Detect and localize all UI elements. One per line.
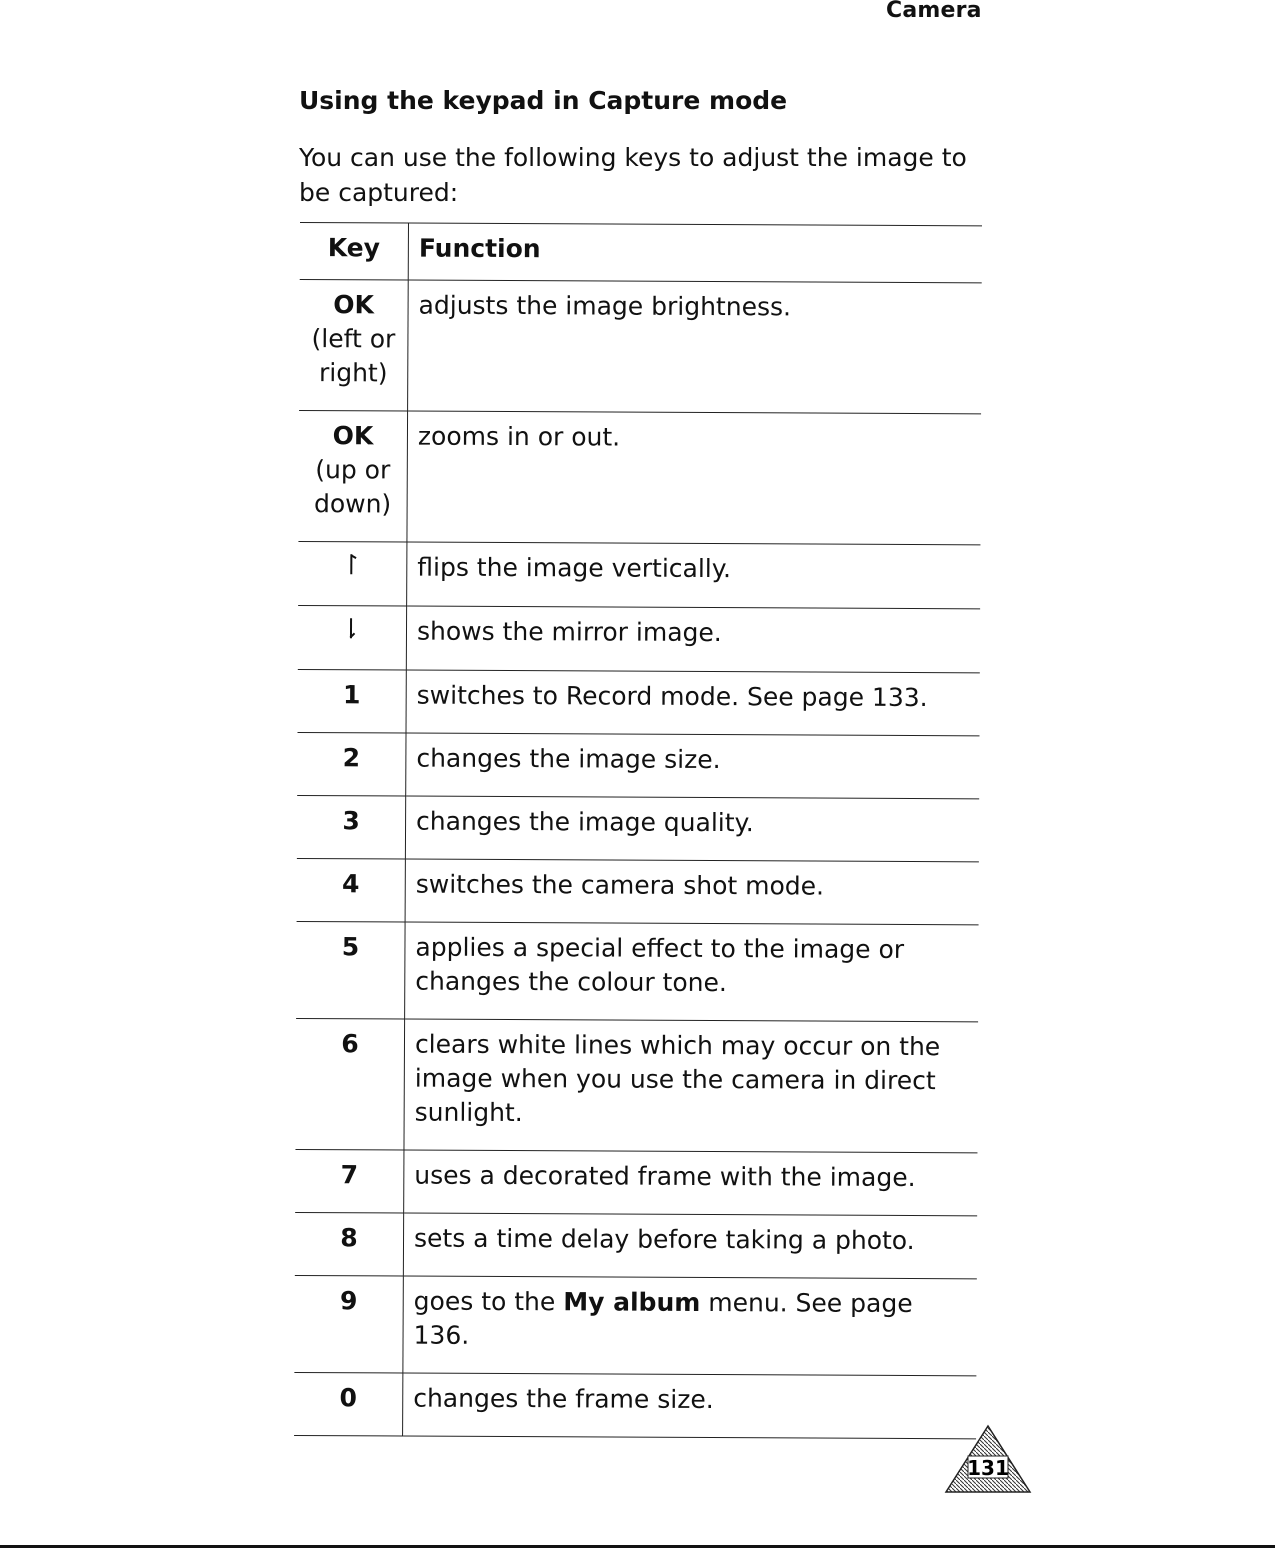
function-cell: sets a time delay before taking a photo. (403, 1213, 977, 1279)
table-row (296, 921, 978, 1021)
table-row (297, 795, 979, 861)
key-cell (294, 1275, 403, 1373)
table-row (299, 279, 982, 413)
bottom-rule (0, 1545, 1275, 1548)
key-label: 2 (342, 743, 361, 773)
function-cell: uses a decorated frame with the image. (404, 1150, 978, 1216)
function-cell: zooms in or out. (407, 411, 981, 545)
key-label: 5 (341, 932, 360, 962)
key-cell (294, 1372, 403, 1436)
table-row (297, 732, 979, 798)
page-number-badge (944, 1424, 1032, 1494)
function-cell: changes the frame size. (403, 1373, 977, 1439)
function-cell: changes the image size. (406, 733, 980, 799)
table-row (298, 541, 980, 608)
table-row (297, 858, 979, 924)
key-label: 3 (342, 806, 360, 836)
function-column-header: Function (408, 223, 982, 283)
key-cell (298, 541, 407, 606)
table-row (298, 669, 980, 735)
key-cell (299, 279, 408, 411)
table-header-row (300, 223, 982, 283)
table-row (294, 1372, 976, 1438)
function-cell: changes the image quality. (405, 796, 979, 862)
key-sublabel: (left or right) (311, 324, 396, 388)
table-row (295, 1149, 977, 1215)
arrow-up-icon (346, 550, 358, 576)
keypad-table (294, 222, 982, 1439)
key-cell (295, 1149, 404, 1213)
function-text: menu. See page 136. (413, 1287, 913, 1350)
function-cell: switches the camera shot mode. (405, 859, 979, 925)
key-cell (298, 605, 407, 670)
table-row (295, 1018, 978, 1152)
key-label: 8 (340, 1223, 358, 1253)
intro-text: You can use the following keys to adjust the image to be captured: (299, 143, 967, 207)
function-cell: adjusts the image brightness. (408, 280, 982, 414)
function-text: goes to the (413, 1286, 564, 1317)
function-cell: flips the image vertically. (407, 542, 981, 609)
page-number: 131 (967, 1456, 1009, 1480)
running-head: Camera (886, 0, 982, 23)
key-cell (296, 921, 405, 1019)
key-label: 9 (339, 1286, 358, 1316)
key-label: OK (333, 290, 374, 320)
key-label: 6 (341, 1029, 359, 1059)
function-cell (403, 1276, 977, 1376)
key-cell (297, 858, 406, 922)
section-heading: Using the keypad in Capture mode (299, 86, 788, 115)
function-cell: switches to Record mode. See page 133. (406, 670, 980, 736)
key-label: 1 (342, 680, 361, 710)
key-column-header: Key (300, 223, 409, 281)
key-cell (297, 732, 406, 796)
key-label: OK (332, 421, 374, 451)
function-cell: applies a special effect to the image or changes the colour tone. (405, 922, 979, 1022)
menu-name: My album (563, 1287, 701, 1317)
table-row (298, 605, 980, 672)
key-label: 4 (341, 869, 360, 899)
table-row (294, 1275, 976, 1375)
function-cell: clears white lines which may occur on the image when you use the camera in direct sunlight. (404, 1019, 978, 1153)
function-cell: shows the mirror image. (406, 606, 980, 673)
key-sublabel: (up or down) (313, 455, 392, 519)
arrow-down-icon (346, 614, 358, 640)
key-cell (295, 1018, 404, 1150)
key-cell (295, 1212, 404, 1276)
key-label: 0 (339, 1383, 358, 1413)
table-row (298, 410, 981, 544)
key-cell (298, 669, 407, 733)
key-label: 7 (340, 1160, 359, 1190)
key-cell (297, 795, 406, 859)
key-cell (298, 410, 407, 542)
table-row (295, 1212, 977, 1278)
